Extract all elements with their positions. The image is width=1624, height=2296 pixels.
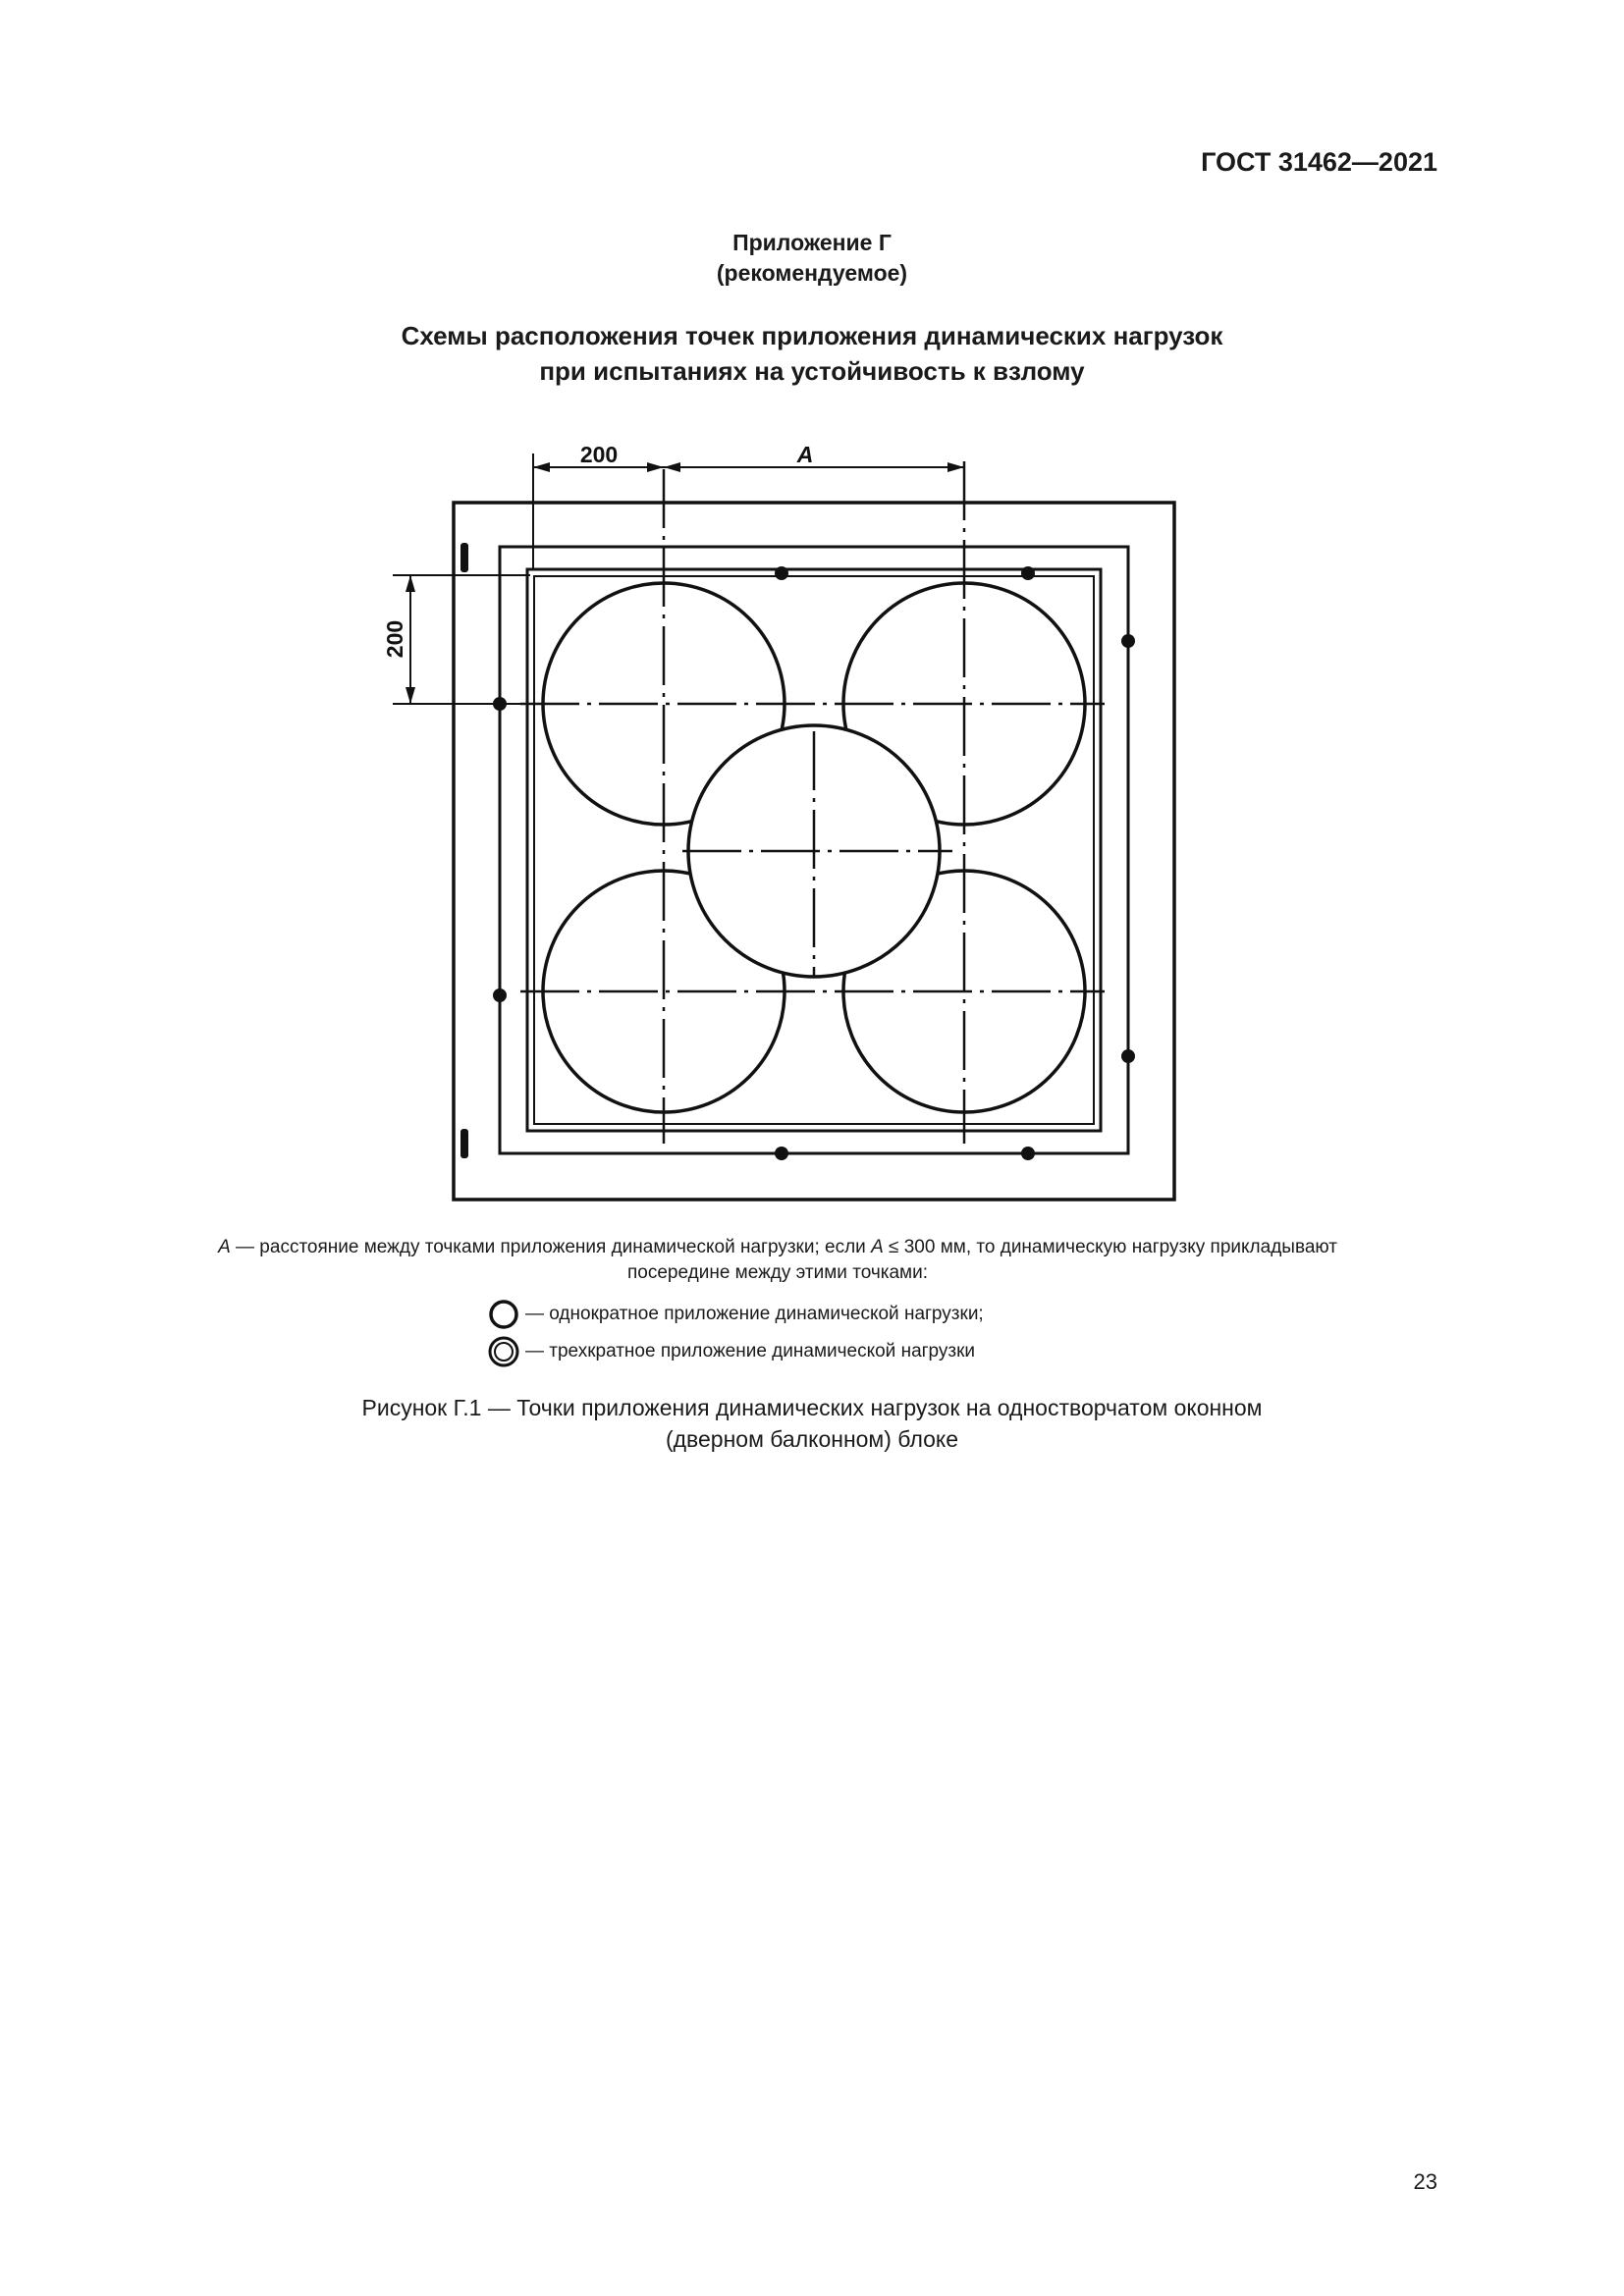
single-ring-icon	[486, 1297, 521, 1332]
dim-label-200-vertical: 200	[382, 619, 407, 659]
appendix-status: (рекомендуемое)	[716, 260, 908, 286]
load-point	[775, 566, 788, 580]
arrow-left	[533, 462, 550, 472]
arrow-left	[664, 462, 680, 472]
dim-label-A: A	[796, 442, 814, 467]
figure-caption	[0, 1392, 1624, 1455]
title-line-1: Схемы расположения точек приложения динамических нагрузок	[401, 321, 1223, 350]
load-point	[775, 1147, 788, 1160]
load-point	[1121, 634, 1135, 648]
load-point	[493, 988, 507, 1002]
arrow-right	[947, 462, 964, 472]
load-point	[1021, 566, 1035, 580]
legend-row-single	[486, 1296, 984, 1333]
hinge-bottom	[460, 1129, 468, 1158]
arrow-down	[406, 687, 415, 704]
load-point	[1021, 1147, 1035, 1160]
legend-triple-label: — трехкратное приложение динамической нагрузки	[525, 1341, 976, 1362]
figure-note	[110, 1235, 1445, 1286]
arrow-right	[647, 462, 664, 472]
legend-single-label: — однократное приложение динамической нагрузки;	[525, 1304, 984, 1324]
appendix-heading	[0, 228, 1624, 289]
page-title	[0, 318, 1624, 389]
note-text: — расстояние между точками приложения динамической нагрузки; если	[230, 1237, 872, 1257]
load-point	[1121, 1049, 1135, 1063]
legend	[486, 1296, 984, 1370]
title-line-2: при испытаниях на устойчивость к взлому	[539, 356, 1085, 386]
legend-row-triple	[486, 1333, 984, 1370]
note-variable-a: A	[871, 1237, 884, 1257]
caption-line-2: (дверном балконном) блоке	[665, 1426, 959, 1452]
dim-label-200-horizontal: 200	[579, 442, 619, 467]
standard-code: ГОСТ 31462—2021	[1201, 147, 1437, 177]
hinge-top	[460, 543, 468, 572]
note-line-2: посередине между этими точками:	[626, 1262, 928, 1283]
page-number: 23	[1413, 2169, 1437, 2194]
double-ring-icon	[486, 1334, 521, 1369]
load-point	[493, 697, 507, 711]
appendix-label: Приложение Г	[732, 230, 892, 255]
arrow-up	[406, 575, 415, 592]
caption-line-1: Рисунок Г.1 — Точки приложения динамических нагрузок на одностворчатом оконном	[361, 1395, 1263, 1420]
load-points-diagram	[373, 432, 1208, 1217]
note-variable-a: A	[218, 1237, 231, 1257]
note-text: ≤ 300 мм, то динамическую нагрузку прикладывают	[883, 1237, 1337, 1257]
